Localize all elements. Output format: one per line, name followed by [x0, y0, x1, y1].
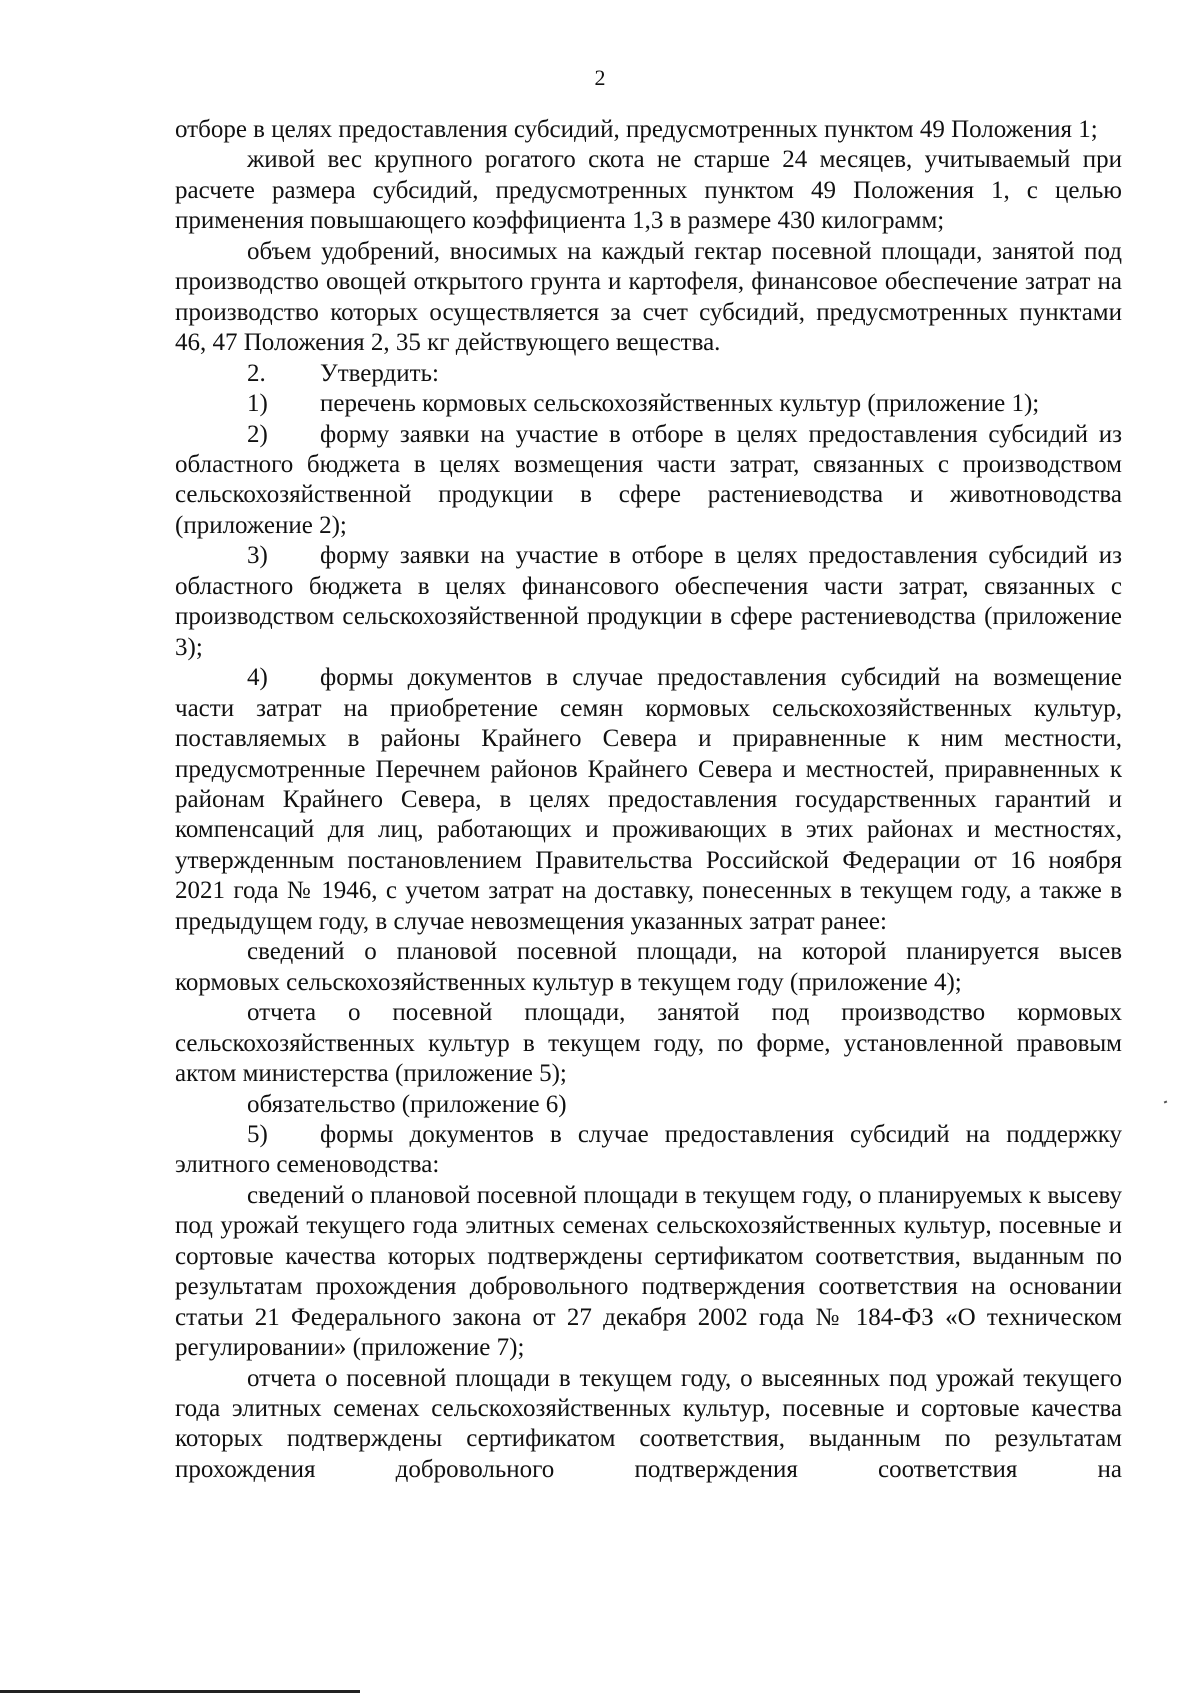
subparagraph-elite-planned: сведений о плановой посевной площади в текущем году, о планируемых к высеву под урожай текущего года элитных семенах сельскохозяйственных культур, посевные и сортовые качества которых подтверждены сертификатом соответствия, выданным по результатам прохождения добровольного подтверждения соответствия на основании статьи 21 Федерального закона от 27 декабря 2002 года № 184-ФЗ «О техническом регулировании» (приложение 7); — [175, 1181, 1122, 1362]
item-2-approve — [175, 359, 1122, 389]
item-text: форму заявки на участие в отборе в целях предоставления субсидий из областного бюджета в целях финансового обеспечения части затрат, связанных с производством сельскохозяйственной продукции в сфере растениеводства (приложение 3); — [175, 542, 1122, 661]
subparagraph-area-report: отчета о посевной площади, занятой под производство кормовых сельскохозяйственных культур в текущем году, по форме, установленной правовым актом министерства (приложение 5); — [175, 999, 1122, 1088]
list-item-5 — [175, 1120, 1122, 1181]
scan-artifact-mark — [1164, 1101, 1168, 1104]
item-number: 2) — [247, 420, 268, 448]
item-text: Утвердить: — [320, 359, 439, 387]
list-item-1 — [175, 389, 1122, 419]
subparagraph-elite-report: отчета о посевной площади в текущем году, о высеянных под урожай текущего года элитных семенах сельскохозяйственных культур, посевные и сортовые качества которых подтверждены сертификатом соответствия, выданным по результатам прохождения добровольного подтверждения соответствия на — [175, 1364, 1122, 1483]
list-item-2 — [175, 420, 1122, 542]
item-number: 5) — [247, 1120, 268, 1148]
paragraph-fertilizer: объем удобрений, вносимых на каждый гектар посевной площади, занятой под производство овощей открытого грунта и картофеля, финансовое обеспечение затрат на производство которых осуществляется за счет субсидий, предусмотренных пунктами 46, 47 Положения 2, 35 кг действующего вещества. — [175, 237, 1122, 357]
paragraph-continuation: отборе в целях предоставления субсидий, предусмотренных пунктом 49 Положения 1; — [175, 116, 1098, 143]
item-number: 2. — [247, 359, 266, 387]
item-text: формы документов в случае предоставления субсидий на поддержку элитного семеноводства: — [175, 1120, 1122, 1179]
list-item-4 — [175, 663, 1122, 937]
item-text: перечень кормовых сельскохозяйственных культур (приложение 1); — [320, 390, 1040, 418]
page-number: 2 — [594, 65, 606, 90]
item-text: форму заявки на участие в отборе в целях предоставления субсидий из областного бюджета в целях возмещения части затрат, связанных с производством сельскохозяйственной продукции в сфере растениеводства и животноводства (приложение 2); — [175, 420, 1122, 539]
document-body — [175, 115, 1122, 1485]
item-number: 4) — [247, 664, 268, 692]
item-number: 1) — [247, 390, 268, 418]
list-item-3 — [175, 541, 1122, 663]
subparagraph-obligation: обязательство (приложение 6) — [247, 1090, 567, 1118]
scan-edge-line — [0, 1690, 360, 1693]
item-number: 3) — [247, 542, 268, 570]
subparagraph-planned-area: сведений о плановой посевной площади, на которой планируется высев кормовых сельскохозяйственных культур в текущем году (приложение 4); — [175, 938, 1122, 996]
item-text: формы документов в случае предоставления субсидий на возмещение части затрат на приобретение семян кормовых сельскохозяйственных культур, поставляемых в районы Крайнего Севера и приравненные к ним местности, предусмотренные Перечнем районов Крайнего Севера и местностей, приравненных к районам Крайнего Севера, в целях предоставления государственных гарантий и компенсаций для лиц, работающих и проживающих в этих районах и местностях, утвержденным постановлением Правительства Российской Федерации от 16 ноября 2021 года № 1946, с учетом затрат на доставку, понесенных в текущем году, а также в предыдущем году, в случае невозмещения указанных затрат ранее: — [175, 664, 1122, 935]
paragraph-live-weight: живой вес крупного рогатого скота не старше 24 месяцев, учитываемый при расчете размера субсидий, предусмотренных пунктом 49 Положения 1, с целью применения повышающего коэффициента 1,3 в размере 430 килограмм; — [175, 146, 1122, 235]
